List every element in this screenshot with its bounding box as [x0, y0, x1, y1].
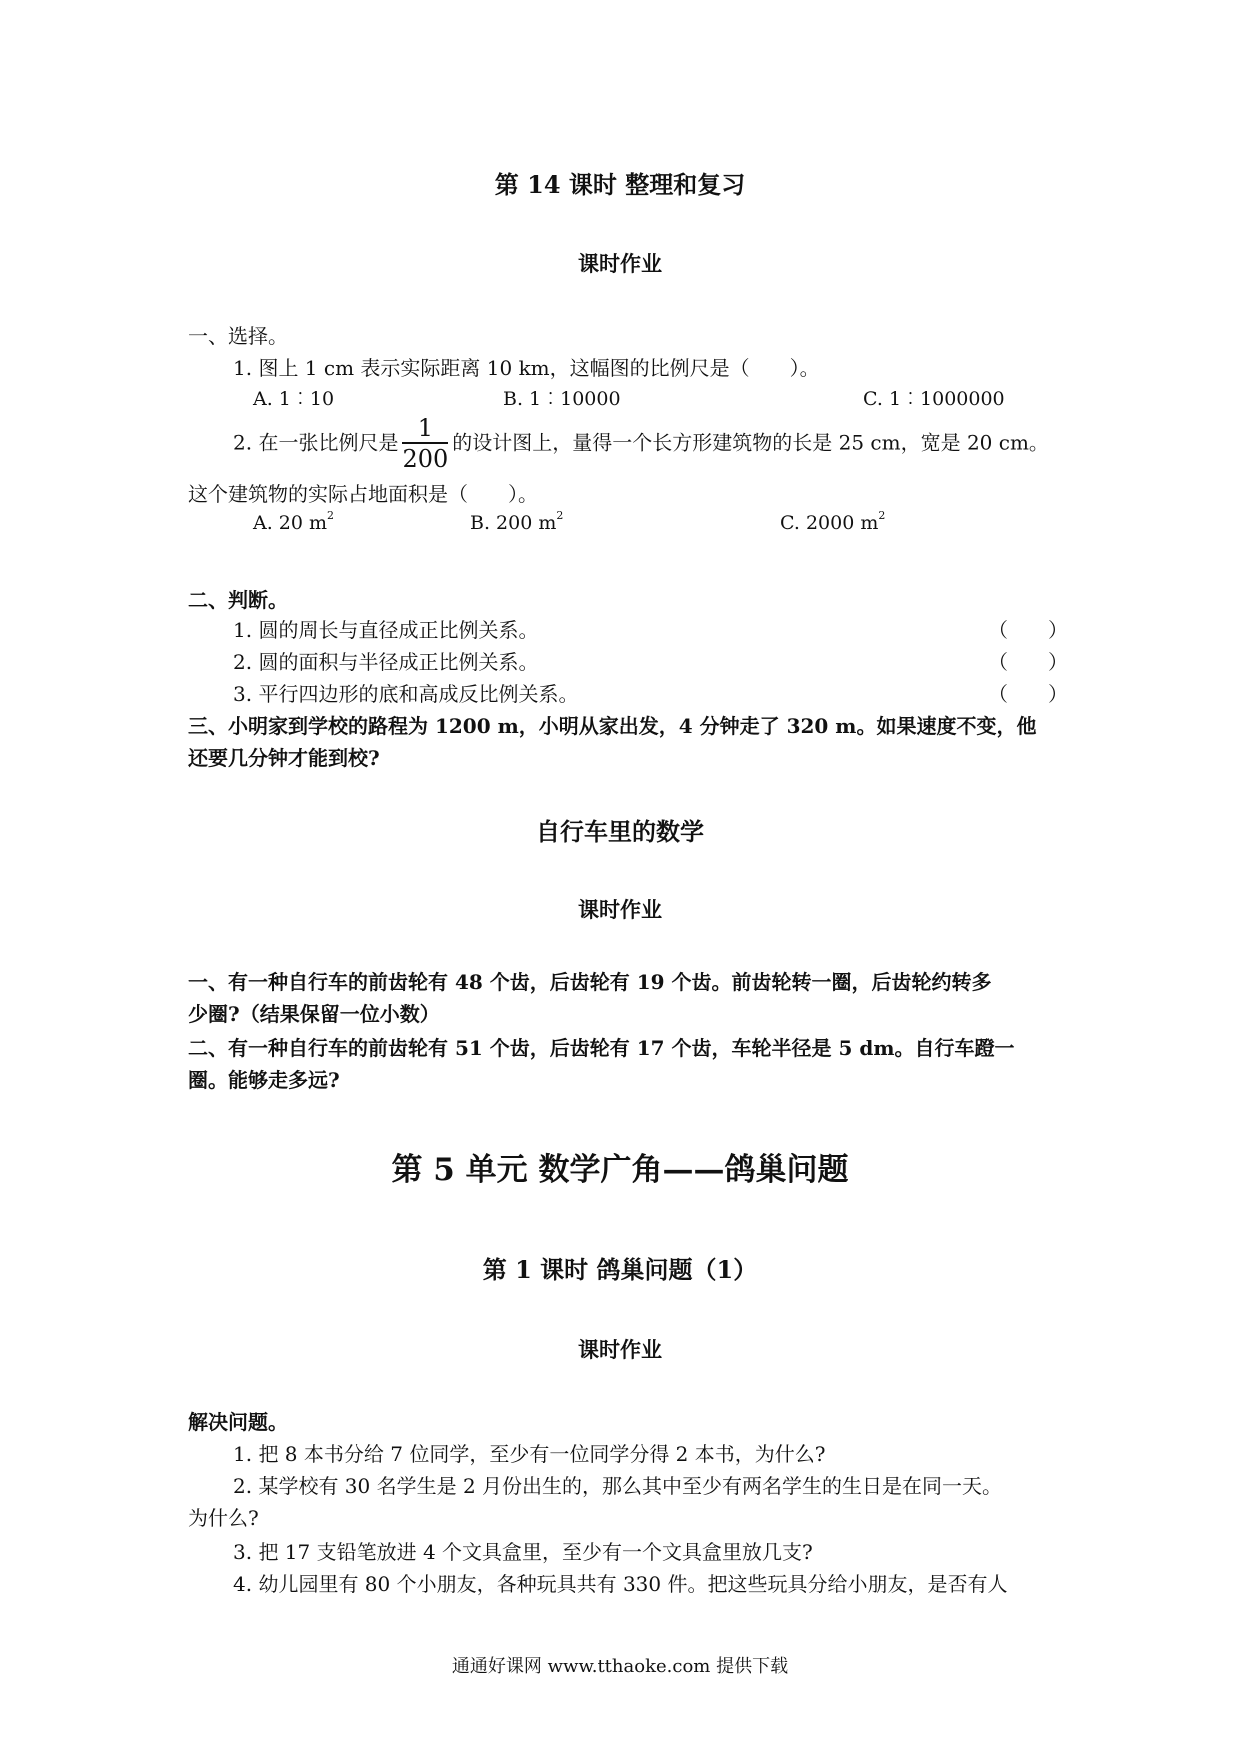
bicycle-problem-1-line-1: 一、有一种自行车的前齿轮有 48 个齿，后齿轮有 19 个齿。前齿轮转一圈，后齿轮约转多 — [188, 970, 992, 994]
section-choice-heading: 一、选择。 — [188, 324, 288, 348]
choice-1-option-c: C. 1︰1000000 — [863, 388, 1005, 410]
choice-1-option-a: A. 1︰10 — [253, 388, 335, 410]
footer-source: 通通好课网 www.tthaoke.com 提供下载 — [451, 1656, 789, 1677]
judge-item-1: 1. 圆的周长与直径成正比例关系。 — [233, 618, 539, 642]
bicycle-problem-1-line-2: 少圈?（结果保留一位小数） — [188, 1002, 440, 1026]
homework-subtitle-2: 课时作业 — [578, 897, 662, 922]
word-problem-line-1: 三、小明家到学校的路程为 1200 m，小明从家出发，4 分钟走了 320 m。如果速度不变，他 — [188, 714, 1037, 738]
unit-title: 第 5 单元 数学广角——鸽巢问题 — [391, 1152, 849, 1188]
pigeonhole-lesson-title: 第 1 课时 鸽巢问题（1） — [482, 1255, 758, 1284]
judge-item-2: 2. 圆的面积与半径成正比例关系。 — [233, 650, 539, 674]
choice-2-text-before: 2. 在一张比例尺是 — [233, 430, 399, 455]
choice-2-option-c: C. 2000 $m^2$ — [780, 509, 886, 534]
choice-2-option-a: A. 20 $m^2$ — [253, 509, 335, 534]
judge-answer-blank-3: （ ） — [988, 682, 1068, 706]
homework-subtitle: 课时作业 — [578, 251, 662, 276]
solve-problems-heading: 解决问题。 — [188, 1410, 288, 1434]
choice-question-2 — [233, 414, 1049, 474]
choice-2-text-after: 的设计图上，量得一个长方形建筑物的长是 25 cm，宽是 20 cm。 — [452, 430, 1049, 455]
choice-question-2-cont: 这个建筑物的实际占地面积是（ ）。 — [188, 482, 538, 506]
lesson-title: 第 14 课时 整理和复习 — [494, 170, 746, 199]
section-judge-heading: 二、判断。 — [188, 588, 288, 612]
pigeonhole-question-3: 3. 把 17 支铅笔放进 4 个文具盒里，至少有一个文具盒里放几支? — [233, 1540, 813, 1564]
judge-answer-blank-1: （ ） — [988, 618, 1068, 642]
judge-answer-blank-2: （ ） — [988, 650, 1068, 674]
pigeonhole-question-4: 4. 幼儿园里有 80 个小朋友，各种玩具共有 330 件。把这些玩具分给小朋友，是否有人 — [233, 1572, 1008, 1596]
homework-subtitle-3: 课时作业 — [578, 1337, 662, 1362]
choice-2-option-b: B. 200 $m^2$ — [470, 509, 564, 534]
choice-question-1: 1. 图上 1 cm 表示实际距离 10 km，这幅图的比例尺是（ ）。 — [233, 356, 820, 380]
bicycle-math-title: 自行车里的数学 — [536, 817, 704, 846]
pigeonhole-question-2-line-1: 2. 某学校有 30 名学生是 2 月份出生的，那么其中至少有两名学生的生日是在同一天。 — [233, 1474, 1003, 1498]
pigeonhole-question-2-line-2: 为什么? — [188, 1506, 259, 1530]
word-problem-line-2: 还要几分钟才能到校? — [188, 746, 380, 770]
scale-fraction — [402, 414, 448, 474]
choice-1-option-b: B. 1︰10000 — [503, 388, 621, 410]
judge-item-3: 3. 平行四边形的底和高成反比例关系。 — [233, 682, 579, 706]
fraction-denominator: 200 — [402, 445, 449, 473]
bicycle-problem-2-line-2: 圈。能够走多远? — [188, 1068, 340, 1092]
pigeonhole-question-1: 1. 把 8 本书分给 7 位同学，至少有一位同学分得 2 本书，为什么? — [233, 1442, 826, 1466]
bicycle-problem-2-line-1: 二、有一种自行车的前齿轮有 51 个齿，后齿轮有 17 个齿，车轮半径是 5 dm。自行车蹬一 — [188, 1036, 1015, 1060]
fraction-numerator: 1 — [402, 414, 448, 444]
